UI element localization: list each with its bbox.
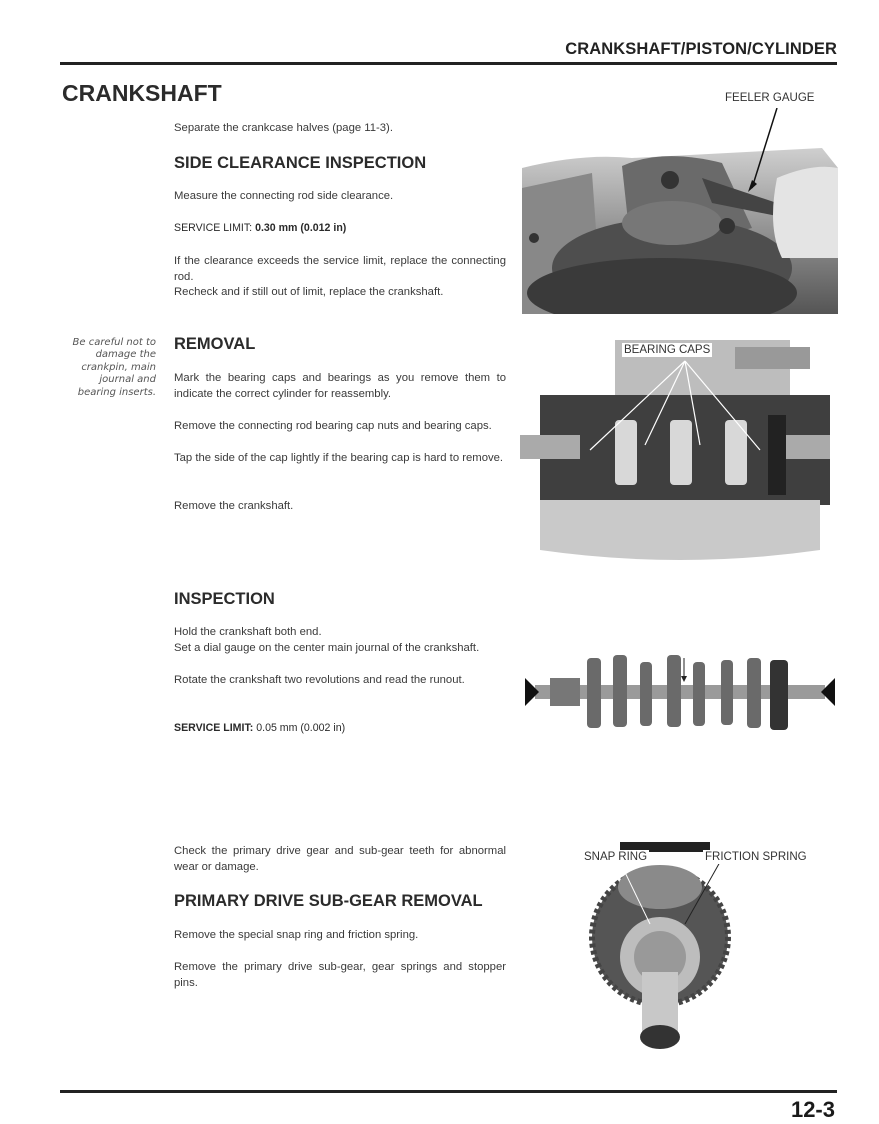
side-clearance-spec: [174, 222, 346, 234]
removal-para4: Remove the crankshaft.: [174, 500, 294, 512]
primary-drive-para1: Remove the special snap ring and friction spring.: [174, 929, 419, 941]
feeler-gauge-photo: [522, 108, 838, 314]
removal-para3: Tap the side of the cap lightly if the bearing cap is hard to remove.: [174, 452, 504, 464]
section-header-title: CRANKSHAFT/PISTON/CYLINDER: [565, 40, 837, 58]
spec-label: SERVICE LIMIT:: [174, 222, 253, 234]
side-clearance-text: Measure the connecting rod side clearance.: [174, 190, 394, 202]
page-title: CRANKSHAFT: [62, 80, 222, 106]
bearing-caps-photo: [520, 335, 830, 563]
caution-margin-note: Be careful not to damage the crankpin, main journal and bearing inserts.: [72, 337, 156, 398]
removal-para1: Mark the bearing caps and bearings as you remove them to indicate the correct cylinder for reassembly.: [174, 372, 506, 400]
primary-drive-heading: PRIMARY DRIVE SUB-GEAR REMOVAL: [174, 892, 483, 910]
inspection-para2: Set a dial gauge on the center main journal of the crankshaft.: [174, 642, 480, 654]
primary-drive-para2: Remove the primary drive sub-gear, gear springs and stopper pins.: [174, 961, 506, 989]
friction-spring-label: FRICTION SPRING: [705, 851, 807, 863]
feeler-gauge-label: FEELER GAUGE: [725, 92, 815, 104]
intro-text: Separate the crankcase halves (page 11-3).: [174, 122, 393, 134]
inspection-para1: Hold the crankshaft both end.: [174, 626, 322, 638]
side-clearance-heading: SIDE CLEARANCE INSPECTION: [174, 154, 427, 172]
bearing-caps-label: BEARING CAPS: [624, 344, 711, 356]
removal-heading: REMOVAL: [174, 335, 256, 353]
primary-drive-gear-photo: [580, 842, 740, 1057]
spec-value: 0.30 mm (0.012 in): [255, 222, 347, 234]
spec-value: 0.05 mm (0.002 in): [256, 722, 346, 734]
side-clearance-para1: If the clearance exceeds the service limit, replace the connecting rod.: [174, 255, 506, 283]
spec-label: SERVICE LIMIT:: [174, 722, 254, 734]
footer-rule: [60, 1090, 837, 1093]
primary-drive-intro: Check the primary drive gear and sub-gear teeth for abnormal wear or damage.: [174, 845, 506, 873]
inspection-spec: [174, 722, 345, 734]
removal-para2: Remove the connecting rod bearing cap nuts and bearing caps.: [174, 420, 492, 432]
inspection-para3: Rotate the crankshaft two revolutions and read the runout.: [174, 674, 465, 686]
snap-ring-label: SNAP RING: [584, 851, 648, 863]
inspection-heading: INSPECTION: [174, 590, 275, 608]
side-clearance-para2: Recheck and if still out of limit, replace the crankshaft.: [174, 286, 444, 298]
crankshaft-runout-photo: [525, 650, 835, 735]
header-rule: [60, 62, 837, 65]
page-number: 12-3: [790, 1097, 835, 1122]
